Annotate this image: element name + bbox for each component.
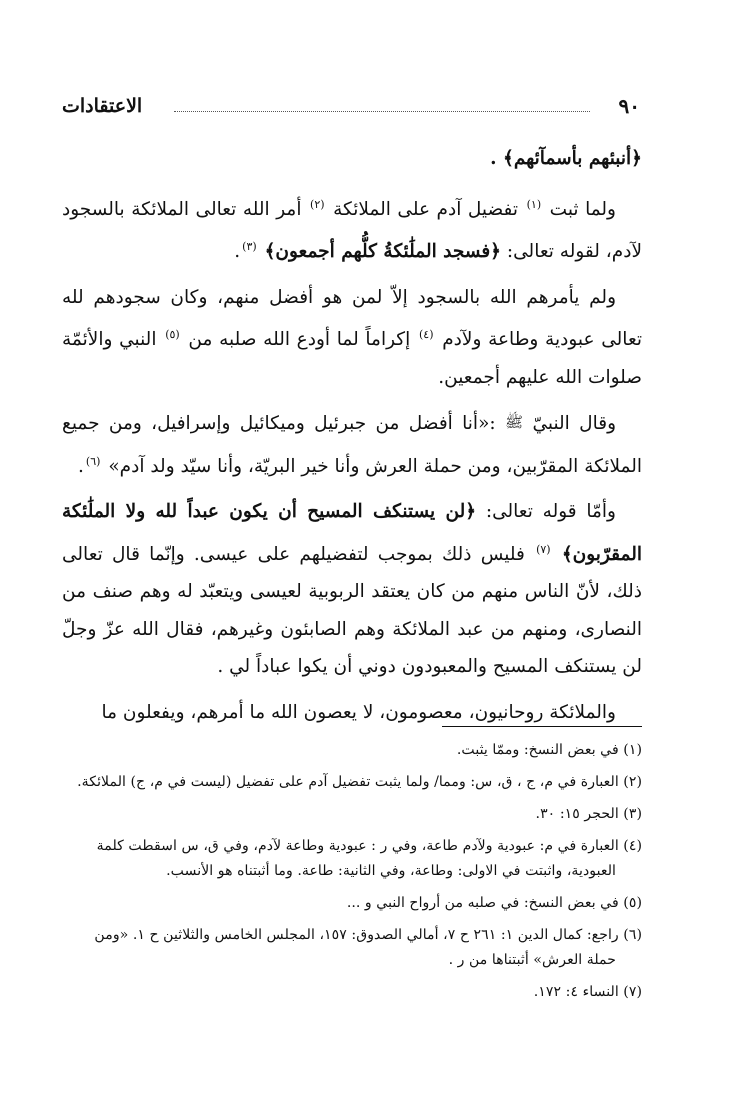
header-dotted-rule	[174, 111, 590, 112]
text-span: .	[234, 241, 241, 262]
footnote-6-line-2: حملة العرش» أثبتناها من ر .	[448, 952, 616, 968]
quran-verse: ﴿فسجد الملَٰئكةُ كلُّهم أجمعون﴾	[264, 241, 502, 262]
footnote-4	[62, 834, 642, 884]
text-span: النبي والأئمّة صلوات الله عليهم أجمعين.	[62, 329, 642, 388]
text-span: .	[78, 455, 84, 477]
footnote-ref-6: (٦)	[85, 454, 101, 468]
footnote-ref-2: (٢)	[310, 197, 325, 211]
hadith-text: :«أنا أفضل من جبرئيل وميكائيل وإسرافيل، ومن جميع الملائكة المقرّبين، ومن حملة العرش وأنا خير البريّة، وأنا سيّد ولد آدم»	[62, 413, 642, 477]
paragraph-1	[62, 140, 642, 178]
footnote-2: (٢) العبارة في م، ج ، ق، س: ومما/ ولما يثبت تفضيل آدم على تفضيل (ليست في م، ج) الملائكة.	[77, 774, 642, 790]
quran-verse: ﴿أنبئهم بأسمآئهم﴾ .	[490, 148, 642, 169]
footnote-ref-1: (١)	[526, 197, 542, 211]
footnote-6	[62, 923, 642, 973]
quran-verse: ﴿لن يستنكف المسيح أن يكون عبداً لله ولا الملَٰئكة المقرّبون﴾	[62, 501, 642, 565]
footnote-ref-4: (٤)	[418, 328, 434, 341]
text-span: ولم يأمرهم الله بالسجود إلاّ لمن هو أفضل منهم، وكان سجودهم لله تعالى عبودية وطاعة ولآدم	[62, 286, 643, 350]
footnotes	[62, 738, 642, 1012]
text-span: أمر الله تعالى الملائكة بالسجود لآدم، لقوله تعالى:	[62, 198, 642, 262]
footnote-1: (١) في بعض النسخ: وممّا يثبت.	[456, 742, 642, 758]
footnote-ref-7: (٧)	[536, 542, 551, 556]
text-span: ولما ثبت	[549, 198, 616, 220]
text-span: والملائكة روحانيون، معصومون، لا يعصون الله ما أمرهم، ويفعلون ما	[101, 701, 616, 723]
pbuh-symbol: ﷺ	[504, 413, 524, 431]
paragraph-2	[62, 186, 642, 271]
paragraph-4	[62, 404, 642, 485]
text-span: وقال النبيّ	[532, 413, 617, 434]
text-span: فليس ذلك بموجب لتفضيلهم على عيسى. وإنّما قال تعالى ذلك، لأنّ الناس منهم من كان يعتقد الربوبية لعيسى ويتعبّد له وهم صنف من النصارى، ومنهم من عبد الملائكة وهم الصابئون وغيرهم، فقال الله عزّ وجلّ لن يستنكف المسيح والمعبودون دوني أن يكوا عباداً لي .	[62, 543, 642, 677]
page-header	[62, 92, 640, 120]
footnote-separator	[442, 726, 642, 727]
paragraph-5	[62, 493, 642, 686]
text-span: إكراماً لما أودع الله صلبه من	[188, 329, 411, 350]
footnote-4-line-1: (٤) العبارة في م: عبودية ولآدم طاعة، وفي ر : عبودية وطاعة لآدم، وفي ق، س اسقطت كلمة	[96, 838, 642, 854]
main-text	[62, 140, 642, 731]
footnote-ref-5: (٥)	[165, 328, 180, 341]
footnote-ref-3: (٣)	[242, 240, 257, 253]
footnote-4-line-2: العبودية، واثبتت في الاولى: وطاعة، وفي الثانية: طاعة. وما أثبتناه هو الأنسب.	[166, 863, 616, 879]
footnote-5: (٥) في بعض النسخ: في صلبه من أرواح النبي و ...	[346, 895, 642, 911]
page-number: ٩٠	[618, 94, 640, 118]
text-span: وأمّا قوله تعالى:	[485, 501, 616, 522]
footnote-6-line-1: (٦) راجع: كمال الدين ١: ٢٦١ ح ٧، أمالي الصدوق: ١٥٧، المجلس الخامس والثلاثين ح ١. «ومن	[94, 927, 642, 943]
paragraph-3	[62, 279, 642, 397]
footnote-3: (٣) الحجر ١٥: ٣٠.	[535, 806, 642, 822]
text-span: تفضيل آدم على الملائكة	[333, 198, 519, 220]
footnote-7: (٧) النساء ٤: ١٧٢.	[533, 984, 642, 1000]
running-title: الاعتقادات	[62, 95, 143, 117]
